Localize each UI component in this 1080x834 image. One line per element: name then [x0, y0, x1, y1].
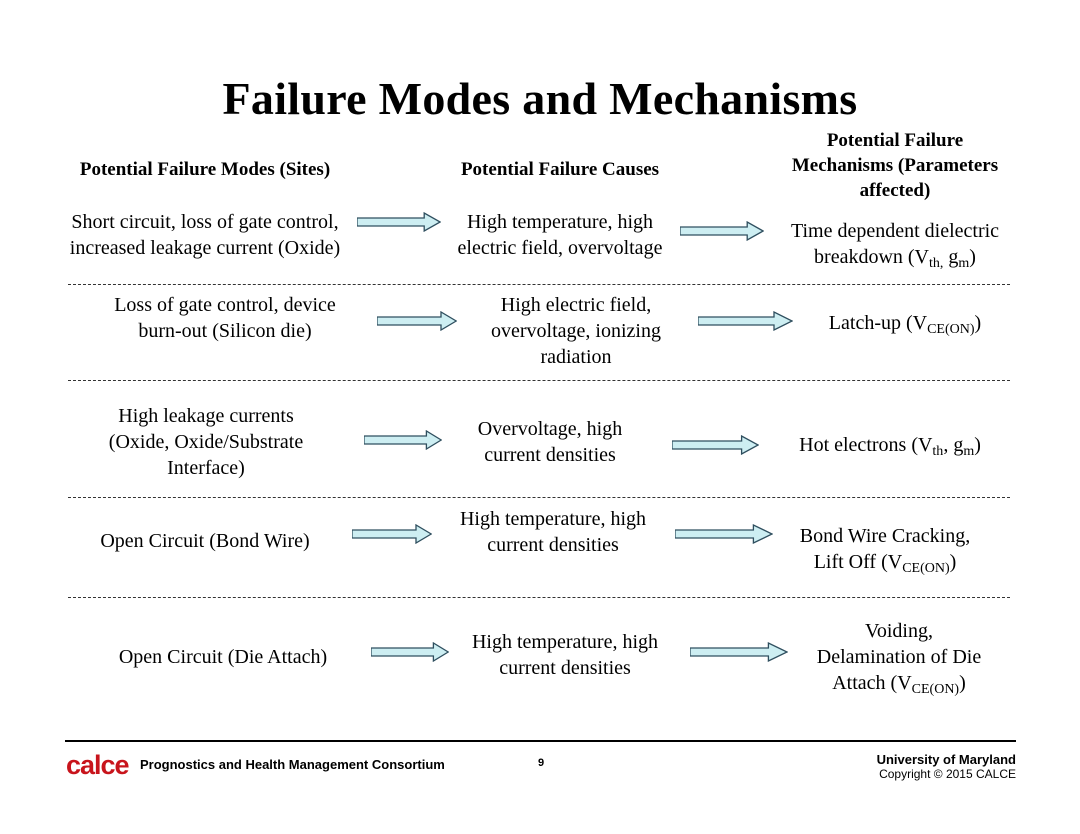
row4-arrow-2-icon: [675, 524, 773, 544]
copyright: Copyright © 2015 CALCE: [879, 767, 1016, 781]
header-failure-mechanisms: Potential Failure Mechanisms (Parameters affected): [791, 130, 999, 201]
row2-cause: High electric field, overvoltage, ionizing radiation: [491, 294, 661, 368]
row3-mode: High leakage currents (Oxide, Oxide/Substrate Interface): [108, 405, 304, 479]
header-failure-modes: Potential Failure Modes (Sites): [79, 159, 331, 180]
row5-mode: Open Circuit (Die Attach): [118, 646, 328, 668]
row4-mechanism: Bond Wire Cracking, Lift Off $(V_{CE(ON)})$: [799, 525, 971, 576]
row1-arrow-1-icon: [357, 212, 441, 232]
row1-mechanism: Time dependent dielectric breakdown ($V_{th,}$ $g_m$): [790, 220, 1000, 271]
consortium-name: Prognostics and Health Management Consortium: [140, 757, 445, 772]
calce-logo: calce: [66, 750, 129, 780]
row4-arrow-1-icon: [352, 524, 432, 544]
row5-arrow-2-icon: [690, 642, 788, 662]
row3-cause: Overvoltage, high current densities: [477, 418, 623, 466]
row3-arrow-1-icon: [364, 430, 442, 450]
row1-mode: Short circuit, loss of gate control, increased leakage current (Oxide): [69, 211, 341, 259]
row2-arrow-2-icon: [698, 311, 793, 331]
row4-cause: High temperature, high current densities: [459, 508, 647, 556]
row2-mechanism: Latch-up $(V_{CE(ON)})$: [828, 312, 982, 337]
row-divider: [68, 284, 1010, 285]
header-failure-causes: Potential Failure Causes: [460, 159, 660, 180]
row3-arrow-2-icon: [672, 435, 759, 455]
row-divider: [68, 380, 1010, 381]
university-block: [877, 752, 1016, 782]
row3-mechanism: Hot electrons ($V_{th}$, $g_m$): [799, 434, 981, 459]
row5-mechanism: Voiding, Delamination of Die Attach $(V_{CE(ON)})$: [816, 620, 982, 697]
row-divider: [68, 497, 1010, 498]
university-name: University of Maryland: [876, 752, 1016, 767]
footer-rule: [65, 740, 1016, 742]
row-divider: [68, 597, 1010, 598]
row4-mode: Open Circuit (Bond Wire): [100, 530, 310, 552]
row2-mode: Loss of gate control, device burn-out (Silicon die): [114, 294, 336, 342]
row1-cause: High temperature, high electric field, overvoltage: [457, 211, 663, 259]
row5-arrow-1-icon: [371, 642, 449, 662]
page-number: 9: [538, 757, 545, 769]
row5-cause: High temperature, high current densities: [471, 631, 659, 679]
slide-title: Failure Modes and Mechanisms: [222, 73, 858, 124]
row1-arrow-2-icon: [680, 221, 764, 241]
row2-arrow-1-icon: [377, 311, 457, 331]
